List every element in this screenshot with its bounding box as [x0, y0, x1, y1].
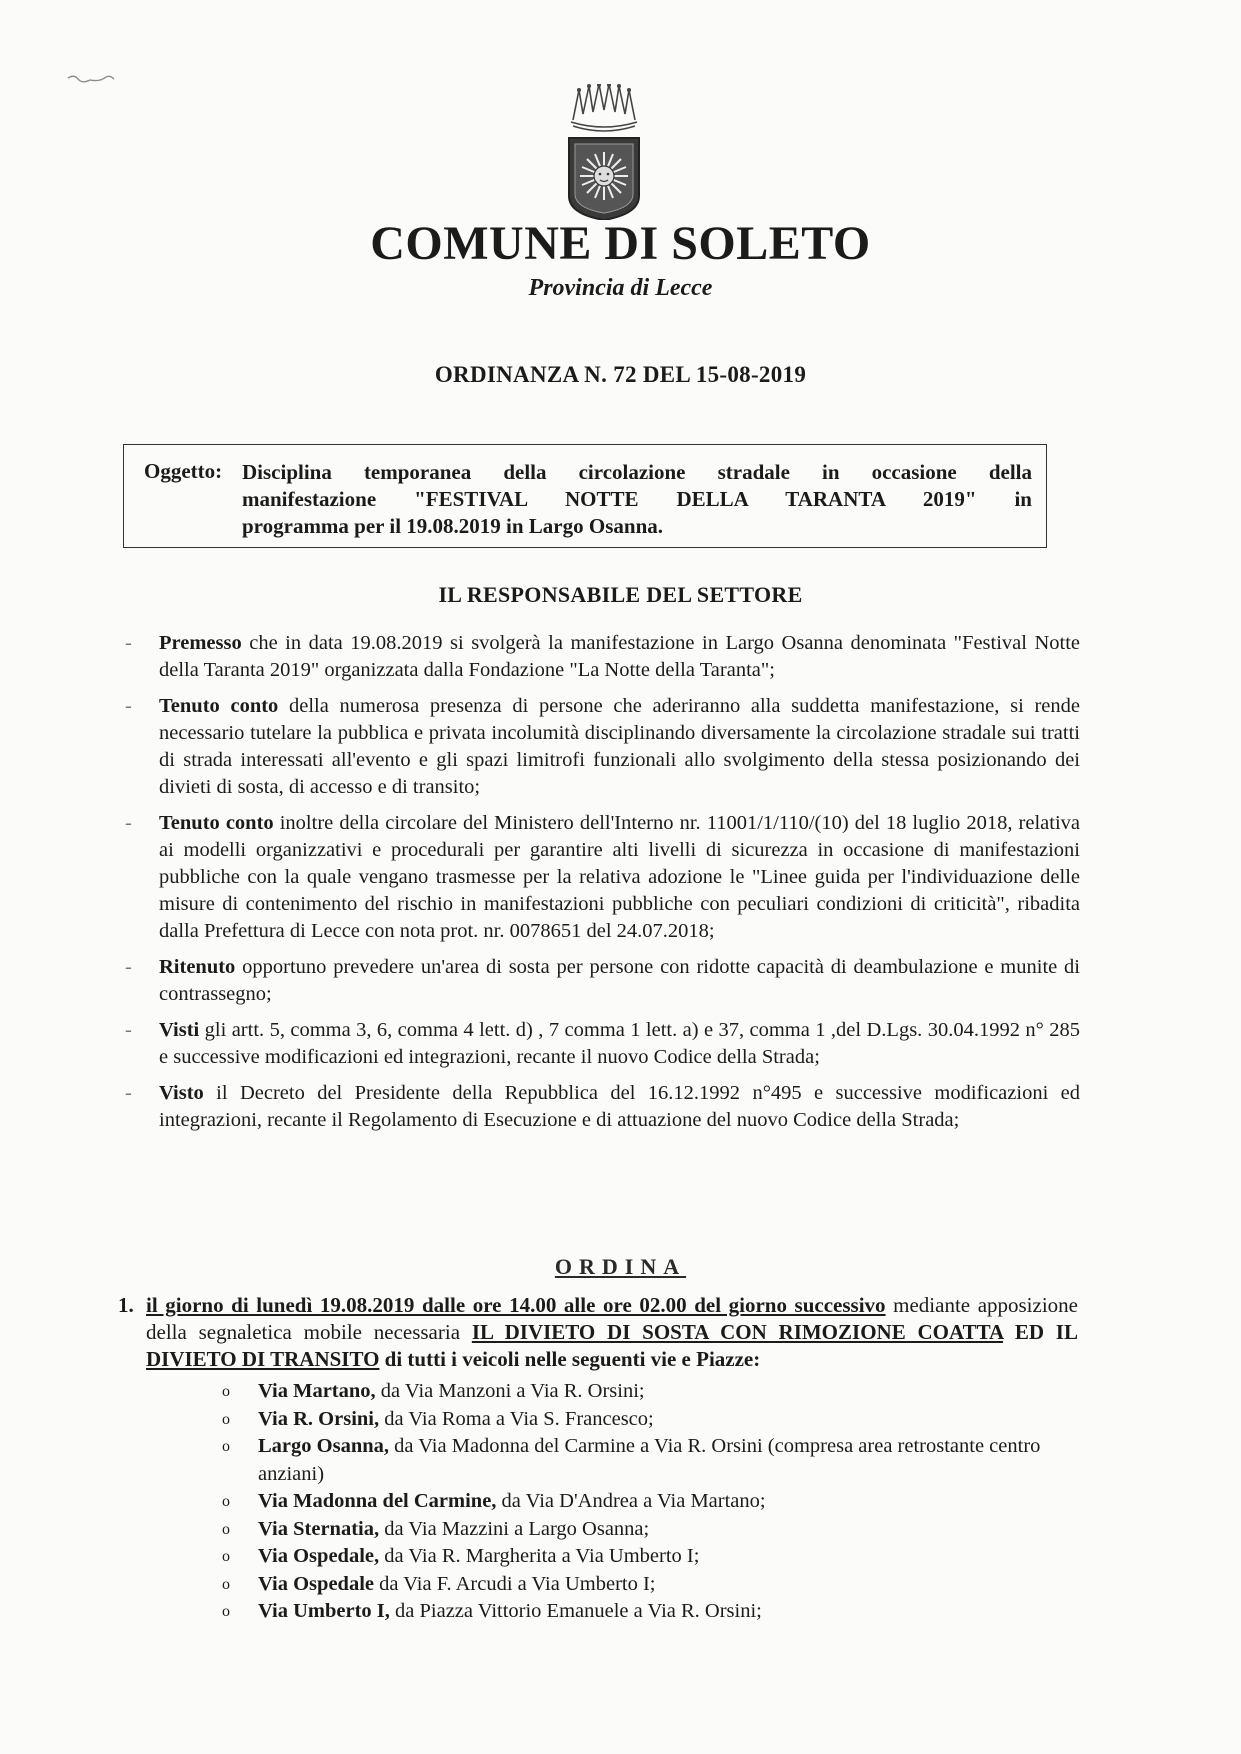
- subject-line: Disciplina temporanea della circolazione stradale in occasione della: [242, 460, 1032, 484]
- street-name: Via Ospedale,: [258, 1545, 380, 1567]
- premises-list: [125, 630, 1080, 1143]
- street-desc: da Via Mazzini a Largo Osanna;: [379, 1517, 650, 1540]
- premise-item: [125, 954, 1080, 1008]
- street-desc: da Via R. Margherita a Via Umberto I;: [379, 1545, 700, 1567]
- divieto-sosta: IL DIVIETO DI SOSTA CON RIMOZIONE COATTA: [471, 1320, 1004, 1344]
- street-name: Largo Osanna,: [258, 1435, 389, 1457]
- premise-text: il Decreto del Presidente della Repubblica del 16.12.1992 n°495 e successive modificazioni ed integrazioni, recante il Regolamento di Esecuzione e di attuazione del nuovo Codice della Strada;: [159, 1082, 1080, 1131]
- street-name: Via R. Orsini,: [258, 1407, 380, 1430]
- premise-text: della numerosa presenza di persone che aderiranno alla suddetta manifestazione, si rende necessario tutelare la pubblica e privata incolumità disciplinando diversamente la circolazione stradale sui tratti di strada interessati all'evento e gli spazi limitrofi funzionali allo svolgimento della stessa posizionando dei divieti di sosta, di accesso e di transito;: [159, 695, 1080, 798]
- street-item: [220, 1488, 1080, 1516]
- premise-item: [125, 630, 1080, 684]
- street-desc: da Via F. Arcudi a Via Umberto I;: [373, 1572, 656, 1595]
- divieto-transito: DIVIETO DI TRANSITO: [146, 1347, 380, 1371]
- street-item: [220, 1543, 1080, 1571]
- circle-bullet: o: [222, 1383, 230, 1400]
- street-desc: da Via Manzoni a Via R. Orsini;: [375, 1380, 645, 1402]
- premise-text: inoltre della circolare del Ministero dell'Interno nr. 11001/1/110/(10) del 18 luglio 2018, relativa ai modelli organizzativi e procedurali per garantire alti livelli di sicurezza in occasione di manifestazioni pubbliche con la quale vengano trasmesse per la relativa adozione le "Linee guida per l'individuazione delle misure di contenimento del rischio in manifestazioni pubbliche con peculiari condizioni di criticità", ribadita dalla Prefettura di Lecce con nota prot. nr. 0078651 del 24.07.2018;: [159, 812, 1080, 942]
- point-text: mediante apposizione della segnaletica mobile necessaria: [146, 1293, 1078, 1344]
- dash-bullet: -: [125, 632, 132, 654]
- street-item: [220, 1516, 1080, 1544]
- street-item: [220, 1378, 1080, 1406]
- point-text-bold: di tutti i veicoli nelle seguenti vie e Piazze:: [379, 1347, 761, 1371]
- premise-item: [125, 1080, 1080, 1134]
- circle-bullet: o: [222, 1575, 230, 1593]
- premise-lead: Ritenuto: [159, 956, 236, 978]
- subject-line: manifestazione "FESTIVAL NOTTE DELLA TARANTA 2019" in: [242, 487, 1032, 511]
- premise-lead: Premesso: [159, 632, 242, 654]
- dash-bullet: -: [125, 1019, 132, 1041]
- subject-line: programma per il 19.08.2019 in Largo Osanna.: [242, 514, 663, 538]
- point-text-bold: ED IL: [1003, 1320, 1078, 1344]
- ordinance-point-1: [118, 1292, 1078, 1373]
- ordinance-number: ORDINANZA N. 72 DEL 15-08-2019: [434, 362, 807, 387]
- section-heading-responsabile: IL RESPONSABILE DEL SETTORE: [438, 582, 803, 607]
- circle-bullet: o: [222, 1438, 230, 1455]
- point-body: [146, 1292, 1078, 1373]
- street-name: Via Madonna del Carmine,: [258, 1490, 497, 1512]
- street-item: [220, 1598, 1080, 1626]
- circle-bullet: o: [222, 1410, 230, 1428]
- premise-text: che in data 19.08.2019 si svolgerà la manifestazione in Largo Osanna denominata "Festival Notte della Taranta 2019" organizzata dalla Fondazione "La Notte della Taranta";: [159, 632, 1080, 681]
- premise-text: gli artt. 5, comma 3, 6, comma 4 lett. d) , 7 comma 1 lett. a) e 37, comma 1 ,del D.Lgs. 30.04.1992 n° 285 e successive modificazioni ed integrazioni, recante il nuovo Codice della Strada;: [159, 1019, 1080, 1068]
- subject-box: [123, 444, 1047, 548]
- dash-bullet: -: [125, 1082, 132, 1104]
- premise-lead: Visti: [159, 1019, 200, 1041]
- circle-bullet: o: [222, 1603, 230, 1620]
- province-subtitle: Provincia di Lecce: [528, 275, 713, 301]
- municipal-crest-emblem: [563, 84, 645, 220]
- street-desc: da Piazza Vittorio Emanuele a Via R. Orsini;: [389, 1600, 762, 1622]
- street-item: [220, 1433, 1080, 1488]
- street-name: Via Martano,: [258, 1380, 376, 1402]
- premise-item: [125, 693, 1080, 801]
- premise-item: [125, 810, 1080, 945]
- subject-label: Oggetto:: [144, 459, 223, 483]
- street-desc: da Via Roma a Via S. Francesco;: [379, 1407, 654, 1430]
- street-name: Via Umberto I,: [258, 1600, 390, 1622]
- premise-lead: Tenuto conto: [159, 812, 274, 834]
- point-number: 1.: [118, 1293, 134, 1317]
- subject-text: [242, 459, 1032, 540]
- circle-bullet: o: [222, 1493, 230, 1510]
- handwritten-mark: [66, 72, 118, 86]
- section-heading-ordina: ORDINA: [554, 1254, 687, 1279]
- point-date-range: il giorno di lunedì 19.08.2019 dalle ore 14.00 alle ore 02.00 del giorno successivo: [146, 1293, 886, 1317]
- premise-text: opportuno prevedere un'area di sosta per persone con ridotte capacità di deambulazione e munite di contrassegno;: [159, 956, 1080, 1005]
- streets-list: [220, 1378, 1080, 1626]
- dash-bullet: -: [125, 956, 132, 978]
- circle-bullet: o: [222, 1520, 230, 1538]
- street-name: Via Sternatia,: [258, 1517, 380, 1540]
- street-item: [220, 1571, 1080, 1599]
- street-name: Via Ospedale: [258, 1572, 374, 1595]
- municipality-name: COMUNE DI SOLETO: [370, 217, 871, 270]
- premise-lead: Tenuto conto: [159, 695, 279, 717]
- premise-item: [125, 1017, 1080, 1071]
- dash-bullet: -: [125, 812, 132, 834]
- street-item: [220, 1406, 1080, 1434]
- circle-bullet: o: [222, 1548, 230, 1565]
- dash-bullet: -: [125, 695, 132, 717]
- premise-lead: Visto: [159, 1082, 204, 1104]
- street-desc: da Via D'Andrea a Via Martano;: [496, 1490, 766, 1512]
- street-desc: da Via Madonna del Carmine a Via R. Orsini (compresa area retrostante centro anziani): [258, 1435, 1041, 1485]
